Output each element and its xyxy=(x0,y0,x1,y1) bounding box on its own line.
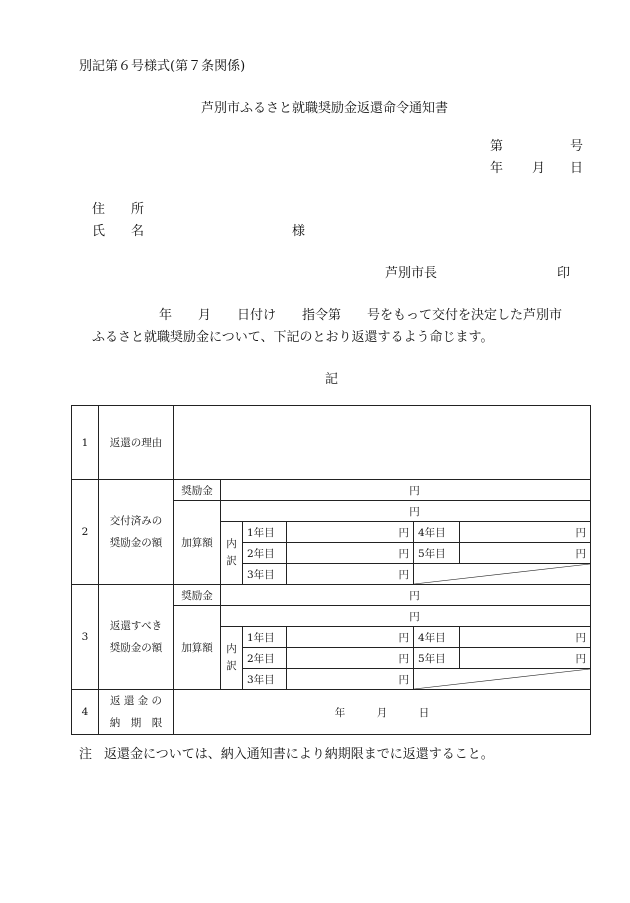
document-title: 芦別市ふるさと就職奨励金返還命令通知書 xyxy=(201,101,449,116)
year4-amount-field[interactable]: 円 xyxy=(460,627,591,648)
breakdown-label: 内訳 xyxy=(221,627,243,690)
year4-label: 4年目 xyxy=(414,522,460,543)
row-label xyxy=(99,690,174,735)
date-year: 年 xyxy=(490,161,504,176)
note-prefix: 注 xyxy=(79,747,93,762)
year1-label: 1年目 xyxy=(243,627,287,648)
incentive-label: 奨励金 xyxy=(174,480,221,501)
year5-label: 5年目 xyxy=(414,648,460,669)
body-line-1: 年 月 日付け 指令第 号をもって交付を決定した芦別市 xyxy=(159,308,563,323)
table-row-reason xyxy=(72,406,591,480)
year3-label: 3年目 xyxy=(243,564,287,585)
incentive-label: 奨励金 xyxy=(174,585,221,606)
incentive-amount-field[interactable]: 円 xyxy=(221,480,591,501)
addition-amount-field[interactable]: 円 xyxy=(221,606,591,627)
row-label-line-2: 奨励金の額 xyxy=(109,537,163,549)
doc-number-prefix: 第 xyxy=(490,139,504,154)
row-number: 3 xyxy=(72,585,99,690)
row-number: 4 xyxy=(72,690,99,735)
diagonal-blank xyxy=(414,564,591,585)
row-number: 1 xyxy=(72,406,99,480)
year1-amount-field[interactable]: 円 xyxy=(287,627,414,648)
row-label xyxy=(99,585,174,690)
name-label: 氏 名 xyxy=(92,224,145,239)
form-number: 別記第６号様式(第７条関係) xyxy=(79,59,246,74)
honorific: 様 xyxy=(292,224,306,239)
year1-label: 1年目 xyxy=(243,522,287,543)
row-number: 2 xyxy=(72,480,99,585)
row-label-line-2: 奨励金の額 xyxy=(109,642,163,654)
seal-mark: 印 xyxy=(557,266,571,281)
row-label-line-2: 納 期 限 xyxy=(109,717,163,729)
year2-label: 2年目 xyxy=(243,543,287,564)
row-label xyxy=(99,480,174,585)
year3-label: 3年目 xyxy=(243,669,287,690)
year3-amount-field[interactable]: 円 xyxy=(287,669,414,690)
year3-amount-field[interactable]: 円 xyxy=(287,564,414,585)
deadline-field[interactable]: 年 月 日 xyxy=(174,690,591,735)
year4-label: 4年目 xyxy=(414,627,460,648)
date-day: 日 xyxy=(570,161,584,176)
refund-table xyxy=(71,405,591,735)
table-row-refund xyxy=(72,585,591,606)
breakdown-label: 内訳 xyxy=(221,522,243,585)
year2-amount-field[interactable]: 円 xyxy=(287,648,414,669)
year4-amount-field[interactable]: 円 xyxy=(460,522,591,543)
year5-amount-field[interactable]: 円 xyxy=(460,543,591,564)
addition-amount-field[interactable]: 円 xyxy=(221,501,591,522)
doc-number-suffix: 号 xyxy=(570,139,584,154)
table-row-paid xyxy=(72,480,591,501)
year2-amount-field[interactable]: 円 xyxy=(287,543,414,564)
year1-amount-field[interactable]: 円 xyxy=(287,522,414,543)
year2-label: 2年目 xyxy=(243,648,287,669)
year5-amount-field[interactable]: 円 xyxy=(460,648,591,669)
addition-label: 加算額 xyxy=(174,606,221,690)
ki-heading: 記 xyxy=(325,372,339,387)
address-label: 住 所 xyxy=(92,202,145,217)
diagonal-blank xyxy=(414,669,591,690)
row-label-line-1: 交付済みの xyxy=(109,515,163,527)
body-line-2: ふるさと就職奨励金について、下記のとおり返還するよう命じます。 xyxy=(92,330,494,345)
row-label-line-1: 返還すべき xyxy=(109,620,163,632)
note-text: 返還金については、納入通知書により納期限までに返還すること。 xyxy=(104,747,494,762)
reason-field[interactable] xyxy=(174,406,591,480)
issuer: 芦別市長 xyxy=(385,266,438,281)
year5-label: 5年目 xyxy=(414,543,460,564)
incentive-amount-field[interactable]: 円 xyxy=(221,585,591,606)
table-row-deadline xyxy=(72,690,591,735)
row-label-line-1: 返 還 金 の xyxy=(109,695,162,707)
row-label: 返還の理由 xyxy=(99,406,174,480)
addition-label: 加算額 xyxy=(174,501,221,585)
date-month: 月 xyxy=(532,161,546,176)
